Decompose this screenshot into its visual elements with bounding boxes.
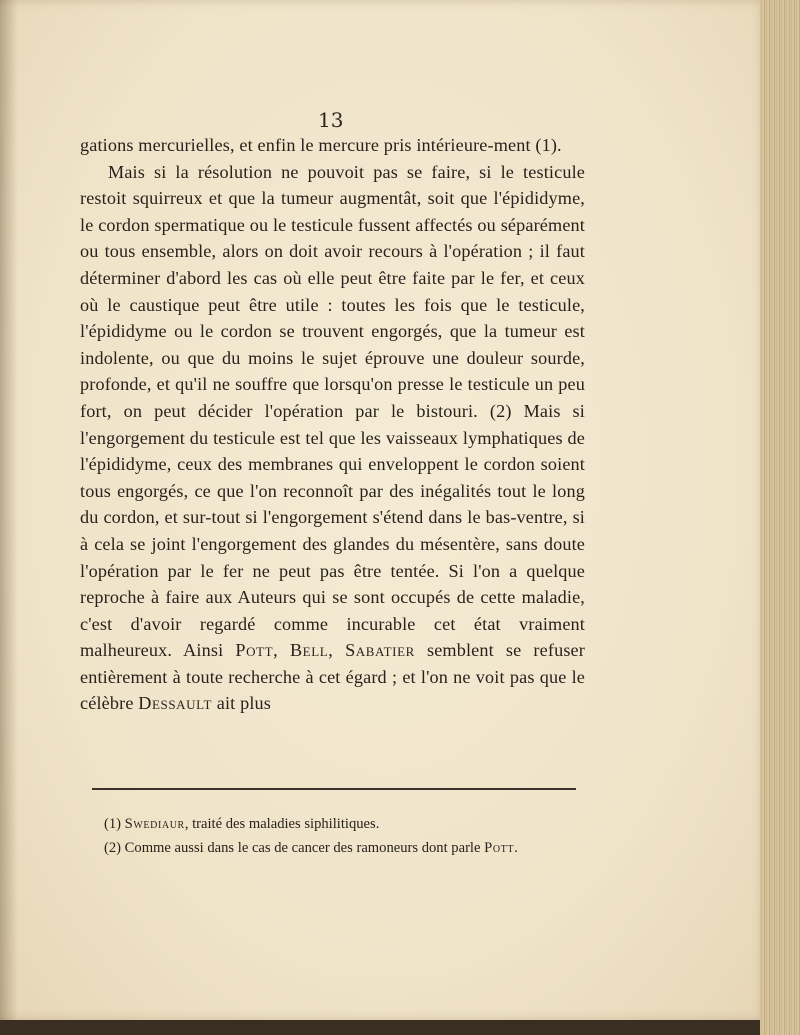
text-segment: (1) [104, 816, 125, 832]
paragraph-2 [80, 159, 585, 717]
page-number: 13 [318, 108, 344, 132]
footnote-2 [104, 836, 604, 860]
small-caps-name: Sabatier [345, 640, 415, 661]
page-edges [760, 0, 800, 1035]
text-segment: (2) Comme aussi dans le cas de cancer des ramoneurs dont parle [104, 840, 485, 856]
small-caps-name: Dessault [138, 693, 213, 714]
text-segment: , [328, 640, 346, 661]
text-segment: Mais si la résolution ne pouvoit pas se faire, si le testicule restoit squirreux et que la tumeur augmentât, soit que l'épididyme, le cordon spermatique ou le testicule fussent affectés ou séparément ou tous ensemble, alors on doit avoir recours à l'opération ; il faut déterminer d'abord les cas où elle peut être faite par le fer, et ceux où le caustique peut être utile : toutes les fois que le testicule, l'épididyme ou le cordon se trouvent engorgés, que la tumeur est indolente, ou que du moins le sujet éprouve une douleur sourde, profonde, et qu'il ne souffre que lorsqu'on presse le testicule un peu fort, on peut décider l'opération par le bistouri. (2) Mais si l'engorgement du testicule est tel que les vaisseaux lymphatiques de l'épididyme, ceux des membranes qui enveloppent le cordon soient tous engorgés, ce que l'on reconnoît par des inégalités tout le long du cordon, et sur-tout si l'engorgement s'étend dans le bas-ventre, si à cela se joint l'engorgement des glandes du mésentère, sans doute l'opération par le fer ne peut pas être tentée. Si l'on a quelque reproche à faire aux Auteurs qui se sont occupés de cette maladie, c'est d'avoir regardé comme incurable cet état vraiment malheureux. Ainsi [80, 161, 585, 661]
text-segment: . [514, 840, 518, 856]
small-caps-name: Bell [289, 640, 329, 661]
small-caps-name: Pott [484, 840, 515, 856]
footnote-rule [92, 788, 576, 790]
small-caps-name: Swediaur [124, 816, 185, 832]
main-text [80, 132, 585, 717]
text-segment: gations mercurielles, et enfin le mercure pris intérieure-ment (1). [80, 135, 562, 155]
text-segment: , [273, 640, 290, 661]
small-caps-name: Pott [235, 640, 274, 661]
footnotes [104, 812, 604, 860]
gutter-shadow [0, 0, 18, 1020]
footnote-1 [104, 812, 604, 836]
text-segment: semblent se refuser entièrement à toute recherche à cet égard ; et l'on ne voit pas que le célèbre [80, 640, 585, 714]
text-segment: , traité des maladies siphilitiques. [184, 816, 380, 832]
paragraph-1 [80, 132, 585, 159]
text-segment: ait plus [212, 693, 272, 714]
